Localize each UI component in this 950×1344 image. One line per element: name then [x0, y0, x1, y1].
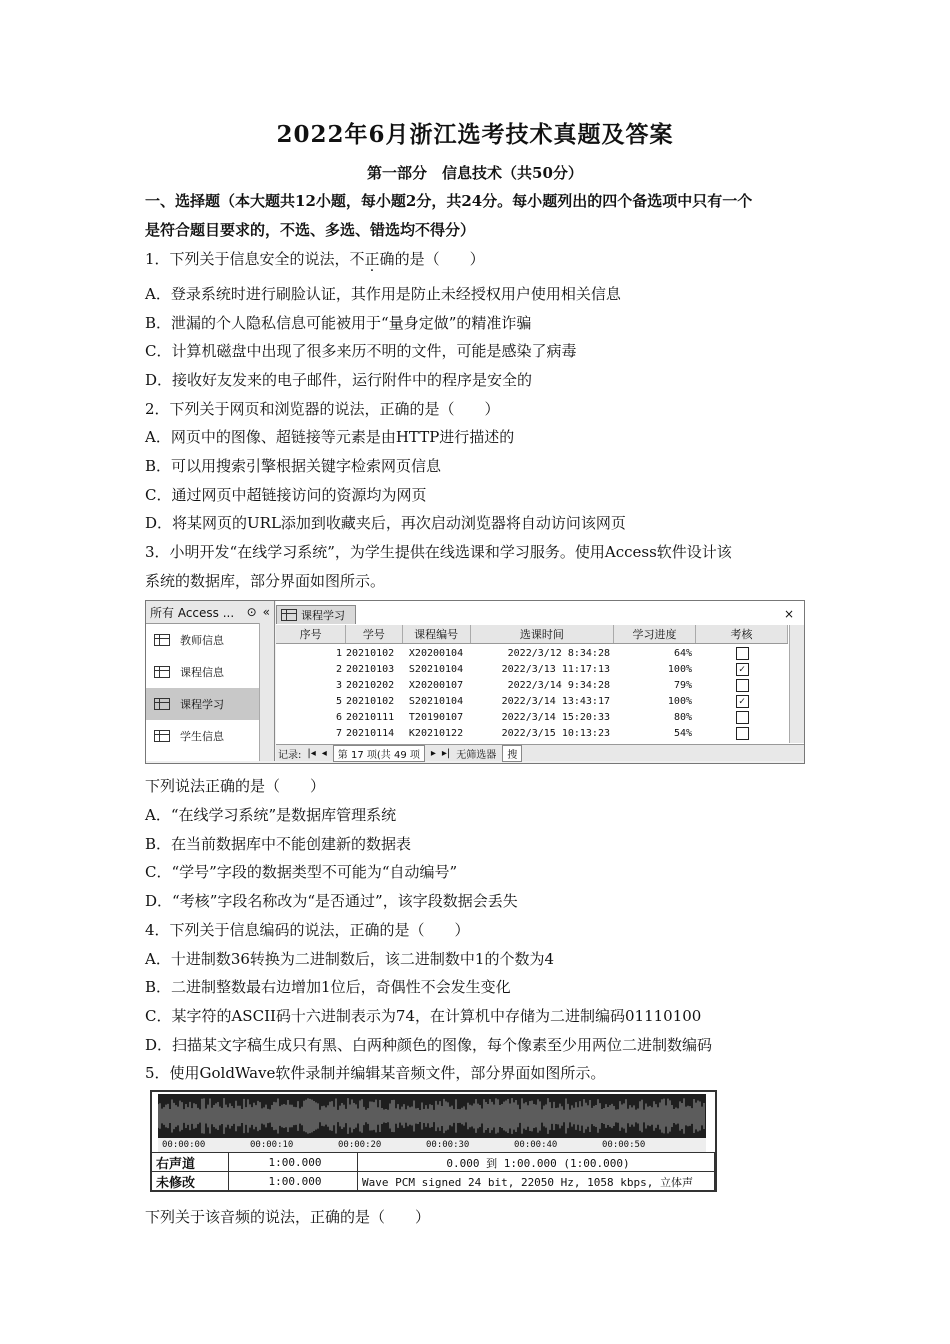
time-tick: 00:00:50	[602, 1140, 646, 1150]
q2-option-d: D．将某网页的URL添加到收藏夹后，再次启动浏览器将自动访问该网页	[145, 514, 626, 532]
format-info: Wave PCM signed 24 bit, 22050 Hz, 1058 kbps, 立体声	[358, 1172, 715, 1191]
cell-assessment	[696, 725, 788, 741]
cell-student-id: 20210114	[346, 727, 395, 739]
q4-option-a: A．十进制数36转换为二进制数后，该二进制数中1的个数为4	[145, 950, 555, 968]
cell-time: 2022/3/12 8:34:28	[507, 647, 610, 659]
table-icon	[154, 666, 170, 678]
section-heading-line1: 一、选择题（本大题共12小题，每小题2分，共24分。每小题列出的四个备选项中只有一个	[145, 192, 753, 210]
first-record-icon[interactable]: |◂	[307, 747, 316, 759]
nav-item-teacher[interactable]	[146, 624, 274, 656]
table-icon	[154, 698, 170, 710]
nav-item-course[interactable]	[146, 656, 274, 688]
q3-option-a: A．“在线学习系统”是数据库管理系统	[145, 806, 397, 824]
col-header-time[interactable]: 选课时间	[471, 625, 614, 643]
time-tick: 00:00:10	[250, 1140, 294, 1150]
next-record-icon[interactable]: ▸	[430, 747, 436, 759]
table-row[interactable]	[276, 645, 788, 661]
status-row-2	[152, 1171, 715, 1191]
record-navigator	[276, 744, 805, 761]
q1-stem	[145, 248, 485, 269]
length-value: 1:00.000	[229, 1153, 358, 1172]
cell-time: 2022/3/13 11:17:13	[501, 663, 610, 675]
total-length: 1:00.000	[229, 1172, 358, 1191]
part-title: 第一部分 信息技术（共50分）	[367, 164, 583, 182]
cell-progress: 100%	[667, 695, 692, 707]
cell-course-id: T20190107	[408, 711, 464, 723]
col-header-course-id[interactable]: 课程编号	[403, 625, 471, 643]
assessment-checkbox[interactable]: ✓	[736, 695, 749, 708]
q2-option-a: A．网页中的图像、超链接等元素是由HTTP进行描述的	[145, 428, 515, 446]
nav-item-label: 学生信息	[180, 730, 224, 743]
cell-course-id: S20210104	[408, 663, 464, 675]
filter-status[interactable]: 无筛选器	[456, 749, 497, 761]
section-heading-line2: 是符合题目要求的，不选、多选、错选均不得分）	[145, 221, 476, 239]
cell-id: 1	[335, 647, 342, 659]
q1-option-a: A．登录系统时进行刷脸认证，其作用是防止未经授权用户使用相关信息	[145, 285, 621, 303]
cell-assessment	[696, 709, 788, 725]
close-icon[interactable]: ×	[783, 607, 794, 621]
selection-range: 0.000 到 1:00.000 (1:00.000)	[358, 1153, 715, 1172]
cell-id: 5	[335, 695, 342, 707]
nav-item-label: 教师信息	[180, 634, 224, 647]
last-record-icon[interactable]: ▸|	[441, 747, 451, 759]
datasheet-header	[276, 625, 788, 644]
assessment-checkbox[interactable]: ✓	[736, 663, 749, 676]
q4-option-c: C．某字符的ASCII码十六进制表示为74，在计算机中存储为二进制编码01110100	[145, 1007, 702, 1025]
q3-option-b: B．在当前数据库中不能创建新的数据表	[145, 835, 412, 853]
q3-option-c: C．“学号”字段的数据类型不可能为“自动编号”	[145, 863, 458, 881]
q3-after: 下列说法正确的是（ ）	[145, 777, 326, 795]
nav-collapse-icon[interactable]: «	[262, 605, 270, 619]
assessment-checkbox[interactable]	[736, 711, 749, 724]
nav-item-label: 课程学习	[180, 698, 224, 711]
prev-record-icon[interactable]: ◂	[321, 747, 327, 759]
cell-progress: 64%	[673, 647, 692, 659]
cell-assessment	[696, 677, 788, 693]
q4-option-d: D．扫描某文字稿生成只有黑、白两种颜色的图像，每个像素至少用两位二进制数编码	[145, 1036, 713, 1054]
datasheet	[276, 601, 804, 761]
page-title: 2022年6月浙江选考技术真题及答案	[276, 121, 674, 148]
time-tick: 00:00:40	[514, 1140, 558, 1150]
cell-course-id: X20200104	[408, 647, 464, 659]
cell-student-id: 20210102	[346, 695, 395, 707]
col-header-id[interactable]: 序号	[276, 625, 346, 643]
table-row[interactable]	[276, 693, 788, 709]
nav-item-student[interactable]	[146, 720, 274, 752]
q3-stem-line1: 3．小明开发“在线学习系统”，为学生提供在线选课和学习服务。使用Access软件设计该	[145, 543, 732, 561]
col-header-progress[interactable]: 学习进度	[614, 625, 696, 643]
q1-stem-a: 1．下列关于信息安全的说法，	[145, 250, 350, 268]
table-icon	[281, 609, 297, 621]
cell-assessment	[696, 645, 788, 661]
cell-progress: 80%	[673, 711, 692, 723]
cell-id: 6	[335, 711, 342, 723]
waveform[interactable]	[158, 1094, 706, 1138]
assessment-checkbox[interactable]	[736, 647, 749, 660]
cell-course-id: K20210122	[408, 727, 464, 739]
cell-student-id: 20210103	[346, 663, 395, 675]
modified-status: 未修改	[152, 1172, 229, 1191]
q1-option-d: D．接收好友发来的电子邮件，运行附件中的程序是安全的	[145, 371, 533, 389]
cell-student-id: 20210102	[346, 647, 395, 659]
cell-time: 2022/3/15 10:13:23	[501, 727, 610, 739]
nav-item-course-study[interactable]	[146, 688, 274, 720]
search-box[interactable]: 搜	[502, 745, 522, 762]
cell-course-id: S20210104	[408, 695, 464, 707]
assessment-checkbox[interactable]	[736, 727, 749, 740]
q3-stem-line2: 系统的数据库，部分界面如图所示。	[145, 572, 386, 590]
table-icon	[154, 634, 170, 646]
q1-stem-c: 的是（ ）	[394, 250, 485, 268]
tab-course-study[interactable]	[276, 605, 356, 624]
q1-option-c: C．计算机磁盘中出现了很多来历不明的文件，可能是感染了病毒	[145, 342, 577, 360]
col-header-assessment[interactable]: 考核	[696, 625, 788, 643]
q1-option-b: B．泄漏的个人隐私信息可能被用于“量身定做”的精准诈骗	[145, 314, 532, 332]
table-row[interactable]	[276, 709, 788, 725]
tab-label: 课程学习	[301, 609, 345, 622]
q3-option-d: D．“考核”字段名称改为“是否通过”，该字段数据会丢失	[145, 892, 518, 910]
q1-stem-emph: 不正确	[349, 250, 395, 268]
cell-progress: 54%	[673, 727, 692, 739]
q5-after: 下列关于该音频的说法，正确的是（ ）	[145, 1208, 431, 1226]
q4-stem: 4．下列关于信息编码的说法，正确的是（ ）	[145, 921, 470, 939]
record-position[interactable]: 第 17 项(共 49 项	[333, 745, 425, 762]
assessment-checkbox[interactable]	[736, 679, 749, 692]
q4-option-b: B．二进制整数最右边增加1位后，奇偶性不会发生变化	[145, 978, 511, 996]
table-row[interactable]	[276, 725, 788, 741]
nav-title: 所有 Access ...	[150, 605, 235, 620]
cell-assessment	[696, 661, 788, 677]
cell-time: 2022/3/14 9:34:28	[507, 679, 610, 691]
time-tick: 00:00:20	[338, 1140, 382, 1150]
q2-stem: 2．下列关于网页和浏览器的说法，正确的是（ ）	[145, 400, 500, 418]
nav-header[interactable]	[146, 601, 274, 624]
status-row-1	[152, 1152, 715, 1172]
cell-id: 3	[335, 679, 342, 691]
cell-student-id: 20210202	[346, 679, 395, 691]
access-screenshot	[145, 600, 805, 764]
table-row[interactable]	[276, 677, 788, 693]
cell-course-id: X20200107	[408, 679, 464, 691]
cell-time: 2022/3/14 15:20:33	[501, 711, 610, 723]
table-row[interactable]	[276, 661, 788, 677]
record-label: 记录:	[278, 749, 302, 761]
col-header-student-id[interactable]: 学号	[346, 625, 402, 643]
cell-progress: 79%	[673, 679, 692, 691]
q2-option-c: C．通过网页中超链接访问的资源均为网页	[145, 486, 427, 504]
cell-time: 2022/3/14 13:43:17	[501, 695, 610, 707]
goldwave-screenshot	[150, 1090, 717, 1192]
time-tick: 00:00:00	[162, 1140, 206, 1150]
cell-student-id: 20210111	[346, 711, 395, 723]
cell-id: 2	[335, 663, 342, 675]
datasheet-scrollbar[interactable]	[789, 625, 804, 743]
nav-scrollbar[interactable]	[259, 623, 274, 761]
q2-option-b: B．可以用搜索引擎根据关键字检索网页信息	[145, 457, 442, 475]
cell-id: 7	[335, 727, 342, 739]
nav-dropdown-icon[interactable]: ⊙	[246, 605, 257, 619]
timeline[interactable]	[158, 1138, 706, 1152]
q5-stem: 5．使用GoldWave软件录制并编辑某音频文件，部分界面如图所示。	[145, 1064, 606, 1082]
time-tick: 00:00:30	[426, 1140, 470, 1150]
cell-progress: 100%	[667, 663, 692, 675]
access-nav-pane	[146, 601, 275, 761]
cell-assessment	[696, 693, 788, 709]
nav-item-label: 课程信息	[180, 666, 224, 679]
table-icon	[154, 730, 170, 742]
channel-label: 右声道	[152, 1153, 229, 1172]
